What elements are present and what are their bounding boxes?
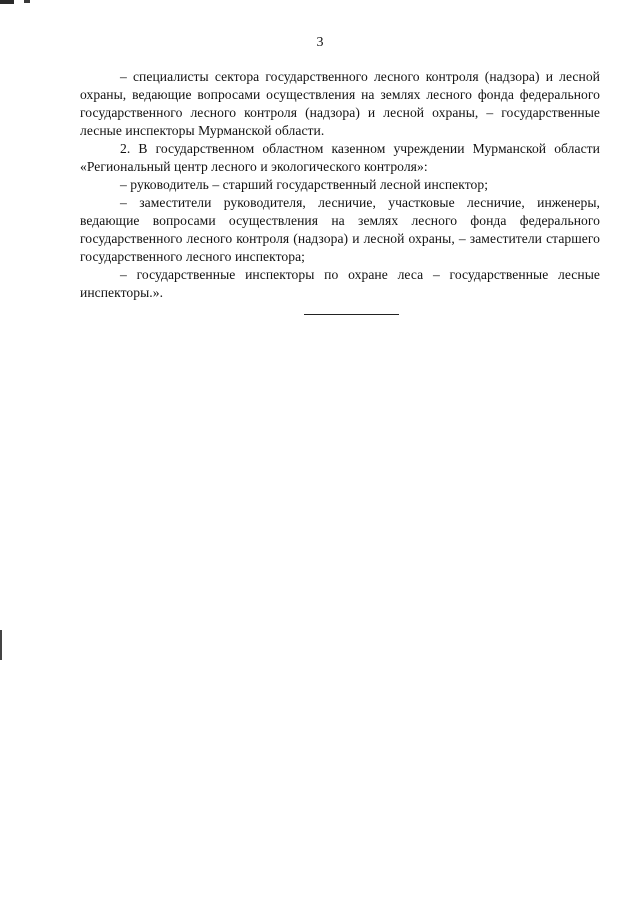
page-number: 3 [316,35,324,50]
scan-artifact-mark [0,0,14,4]
paragraph: 2. В государственном областном казенном учреждении Мурманской области «Региональный центр лесного и экологического контроля»: [80,141,600,174]
scan-artifact-mark [0,630,2,660]
end-of-text-rule [304,314,399,315]
paragraph: – руководитель – старший государственный лесной инспектор; [120,177,489,192]
scan-artifact-mark [24,0,30,3]
document-body [80,68,600,302]
paragraph: – заместители руководителя, лесничие, участковые лесничие, инженеры, ведающие вопросами осуществления на землях лесного фонда федерального государственного лесного контроля (надзора) и лесной охраны, – заместители старшего государственного лесного инспектора; [80,195,600,264]
paragraph: – государственные инспекторы по охране леса – государственные лесные инспекторы.». [80,267,600,300]
paragraph: – специалисты сектора государственного лесного контроля (надзора) и лесной охраны, ведающие вопросами осуществления на землях лесного фонда федерального государственного лесного контроля (надзора) и лесной охраны, – государственные лесные инспекторы Мурманской области. [80,69,600,138]
